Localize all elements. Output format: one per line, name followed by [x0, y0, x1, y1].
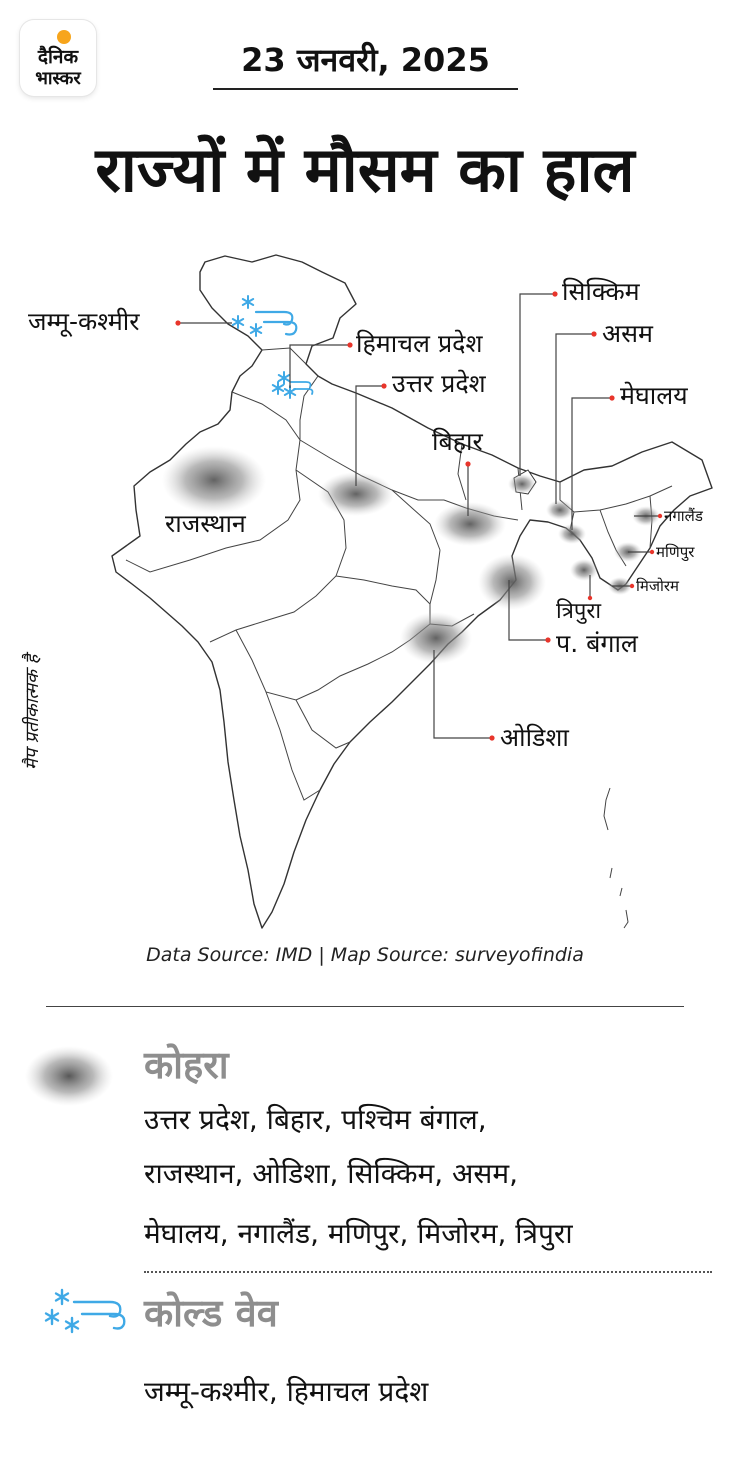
- logo-sun-dot: [57, 30, 71, 44]
- fog-cloud-icon: [434, 502, 506, 546]
- label-rajasthan: राजस्थान: [165, 509, 246, 538]
- label-jammu-kashmir: जम्मू-कश्मीर: [28, 307, 140, 336]
- legend-cold-line-1: जम्मू-कश्मीर, हिमाचल प्रदेश: [144, 1375, 429, 1408]
- legend-dotted-separator: [144, 1271, 712, 1273]
- label-bihar: बिहार: [432, 427, 483, 456]
- map-disclaimer: मैप प्रतीकात्मक है: [22, 654, 43, 770]
- label-mizoram: मिजोरम: [636, 577, 679, 595]
- label-meghalaya: मेघालय: [620, 381, 688, 410]
- fog-cloud-icon: [508, 474, 536, 494]
- label-tripura: त्रिपुरा: [556, 599, 602, 624]
- label-manipur: मणिपुर: [656, 543, 695, 561]
- legend-cold-title: कोल्ड वेव: [144, 1291, 278, 1335]
- data-source: Data Source: IMD | Map Source: surveyofindia: [146, 944, 584, 966]
- label-west-bengal: प. बंगाल: [556, 629, 638, 658]
- legend-fog-line-2: राजस्थान, ओडिशा, सिक्किम, असम,: [144, 1157, 518, 1190]
- fog-cloud-icon: [162, 446, 266, 514]
- date-heading: 23 जनवरी, 2025: [241, 41, 490, 79]
- cold-wave-icon: [40, 1286, 130, 1342]
- fog-cloud-icon: [570, 559, 598, 581]
- fog-cloud-icon: [400, 612, 472, 664]
- label-odisha: ओडिशा: [500, 723, 569, 752]
- legend-fog-title: कोहरा: [144, 1043, 229, 1087]
- label-uttar-pradesh: उत्तर प्रदेश: [392, 369, 486, 398]
- fog-cloud-icon: [546, 500, 574, 520]
- andaman-islands: [604, 788, 628, 928]
- divider: [46, 1006, 684, 1007]
- logo-line-1: दैनिक: [37, 46, 79, 68]
- legend-fog-line-1: उत्तर प्रदेश, बिहार, पश्चिम बंगाल,: [144, 1103, 487, 1136]
- legend-fog-line-3: मेघालय, नगालैंड, मणिपुर, मिजोरम, त्रिपुरा: [144, 1217, 573, 1250]
- logo-line-2: भास्कर: [35, 68, 81, 89]
- date-underline: [213, 88, 518, 90]
- fog-cloud-icon: [478, 554, 546, 610]
- fog-cloud-icon: [24, 1040, 114, 1110]
- dainik-bhaskar-logo: [20, 20, 96, 96]
- page-title: राज्यों में मौसम का हाल: [95, 133, 635, 206]
- label-sikkim: सिक्किम: [562, 277, 640, 306]
- label-himachal-pradesh: हिमाचल प्रदेश: [356, 329, 483, 358]
- label-nagaland: नगालैंड: [664, 507, 703, 525]
- label-assam: असम: [602, 319, 653, 348]
